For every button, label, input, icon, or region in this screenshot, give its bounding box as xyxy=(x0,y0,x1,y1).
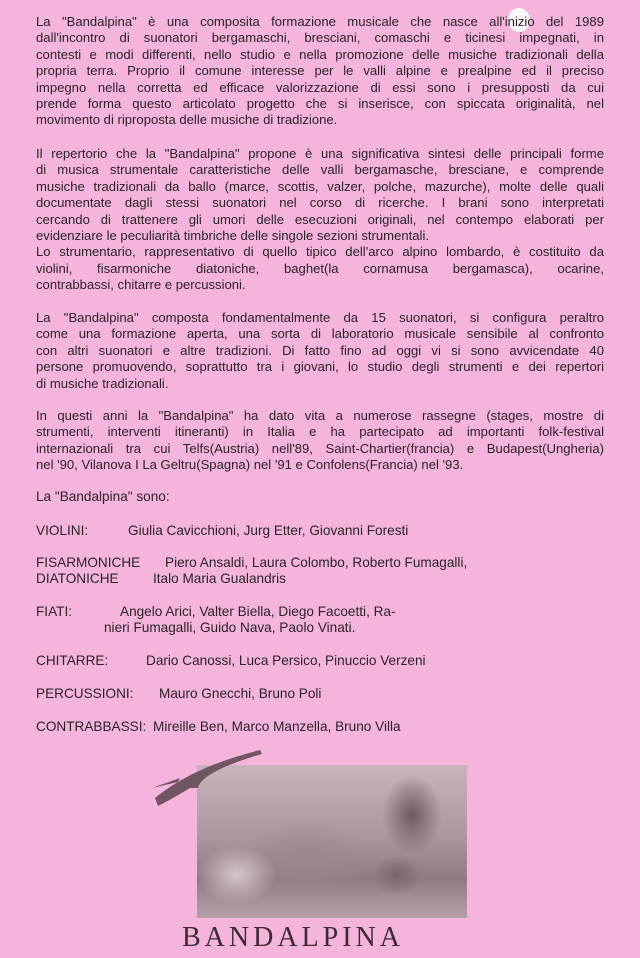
text-line: cercando di trattenere gli umori delle esecuzioni originali, nel contempo elaborati per xyxy=(36,211,604,227)
text-line: di musiche tradizionali. xyxy=(36,375,169,391)
text-line: nel '90, Vilanova I La Geltru(Spagna) nel '91 e Confolens(Francia) nel '93. xyxy=(36,457,464,473)
text-line: violini, fisarmoniche diatoniche, baghet(la cornamusa bergamasca), ocarine, xyxy=(36,260,604,276)
member-section-label: DIATONICHE xyxy=(36,571,119,586)
text-line: contesti e modi differenti, nello studio e nella promozione delle musiche tradizionali della xyxy=(36,46,604,62)
text-line: evidenziare le peculiarità timbriche delle singole sezioni strumentali. xyxy=(36,228,430,244)
text-line: internazionali tra cui Telfs(Austria) nell'89, Saint-Chartier(francia) e Budapest(Ungheria) xyxy=(36,440,604,456)
text-line: con altri suonatori e altre tradizioni. Di fatto fino ad oggi vi si sono avvicendate 40 xyxy=(36,342,604,358)
paragraph xyxy=(36,408,604,474)
member-names: Giulia Cavicchioni, Jurg Etter, Giovanni Foresti xyxy=(128,523,409,538)
member-section-label: VIOLINI: xyxy=(36,523,89,538)
member-names: Italo Maria Gualandris xyxy=(153,571,286,586)
text-line: Lo strumentario, rappresentativo di quello tipico dell'arco alpino lombardo, è costituito da xyxy=(36,244,604,260)
member-names: Dario Canossi, Luca Persico, Pinuccio Verzeni xyxy=(146,653,426,668)
member-section-label: FISARMONICHE xyxy=(36,555,141,570)
members-intro: La "Bandalpina" sono: xyxy=(36,489,170,504)
text-line: persone promuovendo, soprattutto tra i giovani, lo studio degli strumenti e dei repertori xyxy=(36,359,604,375)
member-section-label: PERCUSSIONI: xyxy=(36,686,134,701)
text-line: La "Bandalpina" è una composita formazione musicale che nasce all'inizio del 1989 xyxy=(36,14,604,29)
member-section-label: FIATI: xyxy=(36,604,72,619)
text-line: come una formazione aperta, una sorta di laboratorio musicale sensibile al confronto xyxy=(36,326,604,342)
text-line: musiche tradizionali da ballo (marce, scottis, valzer, polche, mazurche), molte delle quali xyxy=(36,178,604,194)
member-names: nieri Fumagalli, Guido Nava, Paolo Vinati. xyxy=(104,620,356,635)
text-line: In questi anni la "Bandalpina" ha dato vita a numerose rassegne (stages, mostre di xyxy=(36,408,604,423)
text-line: prende forma questo articolato progetto che si inserisce, con spiccata originalità, nel xyxy=(36,96,604,112)
text-line: La "Bandalpina" composta fondamentalmente da 15 suonatori, si configura peraltro xyxy=(36,310,604,325)
member-names: Mireille Ben, Marco Manzella, Bruno Villa xyxy=(153,719,401,734)
logo-title: BANDALPINA xyxy=(182,922,404,953)
member-names: Piero Ansaldi, Laura Colombo, Roberto Fumagalli, xyxy=(165,555,468,570)
member-section-label: CHITARRE: xyxy=(36,653,109,668)
text-line: strumenti, interventi itineranti) in Italia e ha partecipato ad importanti folk-festival xyxy=(36,424,604,440)
text-line: contrabbassi, chitarre e percussioni. xyxy=(36,277,246,293)
member-names: Mauro Gnecchi, Bruno Poli xyxy=(159,686,322,701)
text-line: di musica strumentale caratteristiche delle valli bergamasche, bresciane, e comprende xyxy=(36,162,604,178)
member-names: Angelo Arici, Valter Biella, Diego Facoetti, Ra- xyxy=(120,604,396,619)
text-line: impegno nella corretta ed efficace valorizzazione di essi sono i presupposti da cui xyxy=(36,79,604,95)
paragraph xyxy=(36,146,604,294)
text-line: dall'incontro di suonatori bergamaschi, bresciani, comaschi e ticinesi impegnati, in xyxy=(36,30,604,46)
text-line: documentate dagli stessi suonatori nel corso di ricerche. I brani sono interpretati xyxy=(36,195,604,211)
text-line: movimento di riproposta delle musiche di tradizione. xyxy=(36,112,338,128)
text-line: propria terra. Proprio il comune interesse per le valli alpine e prealpine ed il preciso xyxy=(36,63,604,79)
text-line: Il repertorio che la "Bandalpina" propone è una significativa sintesi delle principali forme xyxy=(36,146,604,161)
member-section-label: CONTRABBASSI: xyxy=(36,719,147,734)
paragraph xyxy=(36,310,604,392)
brush-stroke-decoration xyxy=(150,748,270,808)
paragraph xyxy=(36,14,604,129)
